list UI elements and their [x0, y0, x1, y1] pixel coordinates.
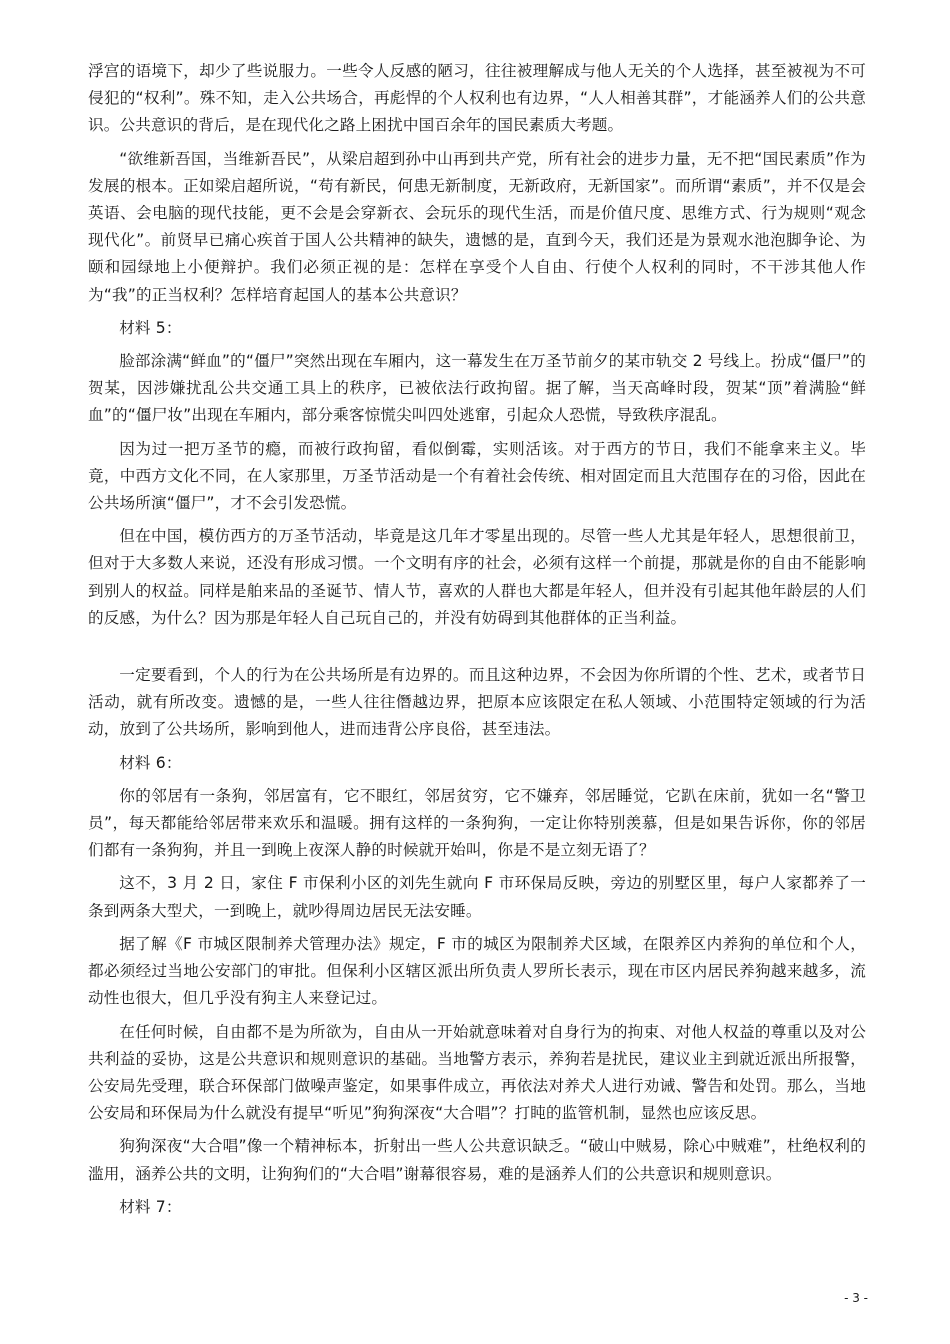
- paragraph-continuation: 浮宫的语境下，却少了些说服力。一些令人反感的陋习，往往被理解成与他人无关的个人选择，甚至被视为不可侵犯的“权利”。殊不知，走入公共场合，再彪悍的个人权利也有边界，“人人相善其群”，才能涵养人们的公共意识。公共意识的背后，是在现代化之路上困扰中国百余年的国民素质大考题。: [88, 62, 866, 135]
- paragraph-dog-chorus: 狗狗深夜“大合唱”像一个精神标本，折射出一些人公共意识缺乏。“破山中贼易，除心中贼难”，杜绝权利的滥用，涵养公共的文明，让狗狗们的“大合唱”谢幕很容易，难的是涵养人们的公共意识和规则意识。: [88, 1137, 866, 1183]
- material-6-label: 材料 6：: [119, 753, 182, 772]
- paragraph-zombie-incident: 脸部涂满“鲜血”的“僵尸”突然出现在车厢内，这一幕发生在万圣节前夕的某市轨交 2 号线上。扮成“僵尸”的贺某，因涉嫌扰乱公共交通工具上的秩序，已被依法行政拘留。据了解，当天高峰时段，贺某“顶”着满脸“鲜血”的“僵尸妆”出现在车厢内，部分乘客惊慌尖叫四处逃窜，引起众人恐慌，导致秩序混乱。: [88, 352, 866, 425]
- document-page: [88, 58, 866, 1227]
- page-number: - 3 -: [844, 1291, 868, 1305]
- paragraph-freedom-limits: 在任何时候，自由都不是为所欲为，自由从一开始就意味着对自身行为的拘束、对他人权益的尊重以及对公共利益的妥协，这是公共意识和规则意识的基础。当地警方表示，养狗若是扰民，建议业主到就近派出所报警，公安局先受理，联合环保部门做噪声鉴定，如果事件成立，再依法对养犬人进行劝诫、警告和处罚。那么，当地公安局和环保局为什么就没有提早“听见”狗狗深夜“大合唱”？打盹的监管机制，显然也应该反思。: [88, 1022, 866, 1123]
- paragraph-public-boundary: 一定要看到，个人的行为在公共场所是有边界的。而且这种边界，不会因为你所谓的个性、艺术，或者节日活动，就有所改变。遗憾的是，一些人往往僭越边界，把原本应该限定在私人领域、小范围特定领域的行为活动，放到了公共场所，影响到他人，进而违背公序良俗，甚至违法。: [88, 666, 866, 739]
- material-5-label: 材料 5：: [119, 318, 182, 337]
- paragraph-neighbor-dog: 你的邻居有一条狗，邻居富有，它不眼红，邻居贫穷，它不嫌弃，邻居睡觉，它趴在床前，犹如一名“警卫员”，每天都能给邻居带来欢乐和温暖。拥有这样的一条狗狗，一定让你特别羡慕，但是如果告诉你，你的邻居们都有一条狗狗，并且一到晚上夜深人静的时候就开始叫，你是不是立刻无语了？: [88, 786, 866, 860]
- material-7-label: 材料 7：: [119, 1197, 182, 1216]
- paragraph-national-quality: “欲维新吾国，当维新吾民”，从梁启超到孙中山再到共产党，所有社会的进步力量，无不把“国民素质”作为发展的根本。正如梁启超所说，“苟有新民，何患无新制度，无新政府，无新国家”。而所谓“素质”，并不仅是会英语、会电脑的现代技能，更不会是会穿新衣、会玩乐的现代生活，而是价值尺度、思维方式、行为规则“观念现代化”。前贤早已痛心疾首于国人公共精神的缺失，遗憾的是，直到今天，我们还是为景观水池泡脚争论、为颐和园绿地上小便辩护。我们必须正视的是：怎样在享受个人自由、行使个人权利的同时，不干涉其他人作为“我”的正当权利？怎样培育起国人的基本公共意识？: [88, 149, 866, 304]
- paragraph-western-festivals: 但在中国，模仿西方的万圣节活动，毕竟是这几年才零星出现的。尽管一些人尤其是年轻人，思想很前卫，但对于大多数人来说，还没有形成习惯。一个文明有序的社会，必须有这样一个前提，那就是你的自由不能影响到别人的权益。同样是舶来品的圣诞节、情人节，喜欢的人群也大都是年轻人，但并没有引起其他年龄层的人们的反感，为什么？因为那是年轻人自己玩自己的，并没有妨碍到其他群体的正当利益。: [88, 527, 866, 627]
- paragraph-complaint: 这不，3 月 2 日，家住 F 市保利小区的刘先生就向 F 市环保局反映，旁边的别墅区里，每户人家都养了一条到两条大型犬，一到晚上，就吵得周边居民无法安睡。: [88, 874, 866, 920]
- paragraph-halloween-detention: 因为过一把万圣节的瘾，而被行政拘留，看似倒霉，实则活该。对于西方的节日，我们不能拿来主义。毕竟，中西方文化不同，在人家那里，万圣节活动是一个有着社会传统、相对固定而且大范围存在的习俗，因此在公共场所演“僵尸”，才不会引发恐慌。: [88, 439, 866, 513]
- section-gap: [88, 638, 866, 662]
- paragraph-dog-regulation: 据了解《F 市城区限制养犬管理办法》规定，F 市的城区为限制养犬区域，在限养区内养狗的单位和个人，都必须经过当地公安部门的审批。但保利小区辖区派出所负责人罗所长表示，现在市区内居民养狗越来越多，流动性也很大，但几乎没有狗主人来登记过。: [88, 934, 866, 1008]
